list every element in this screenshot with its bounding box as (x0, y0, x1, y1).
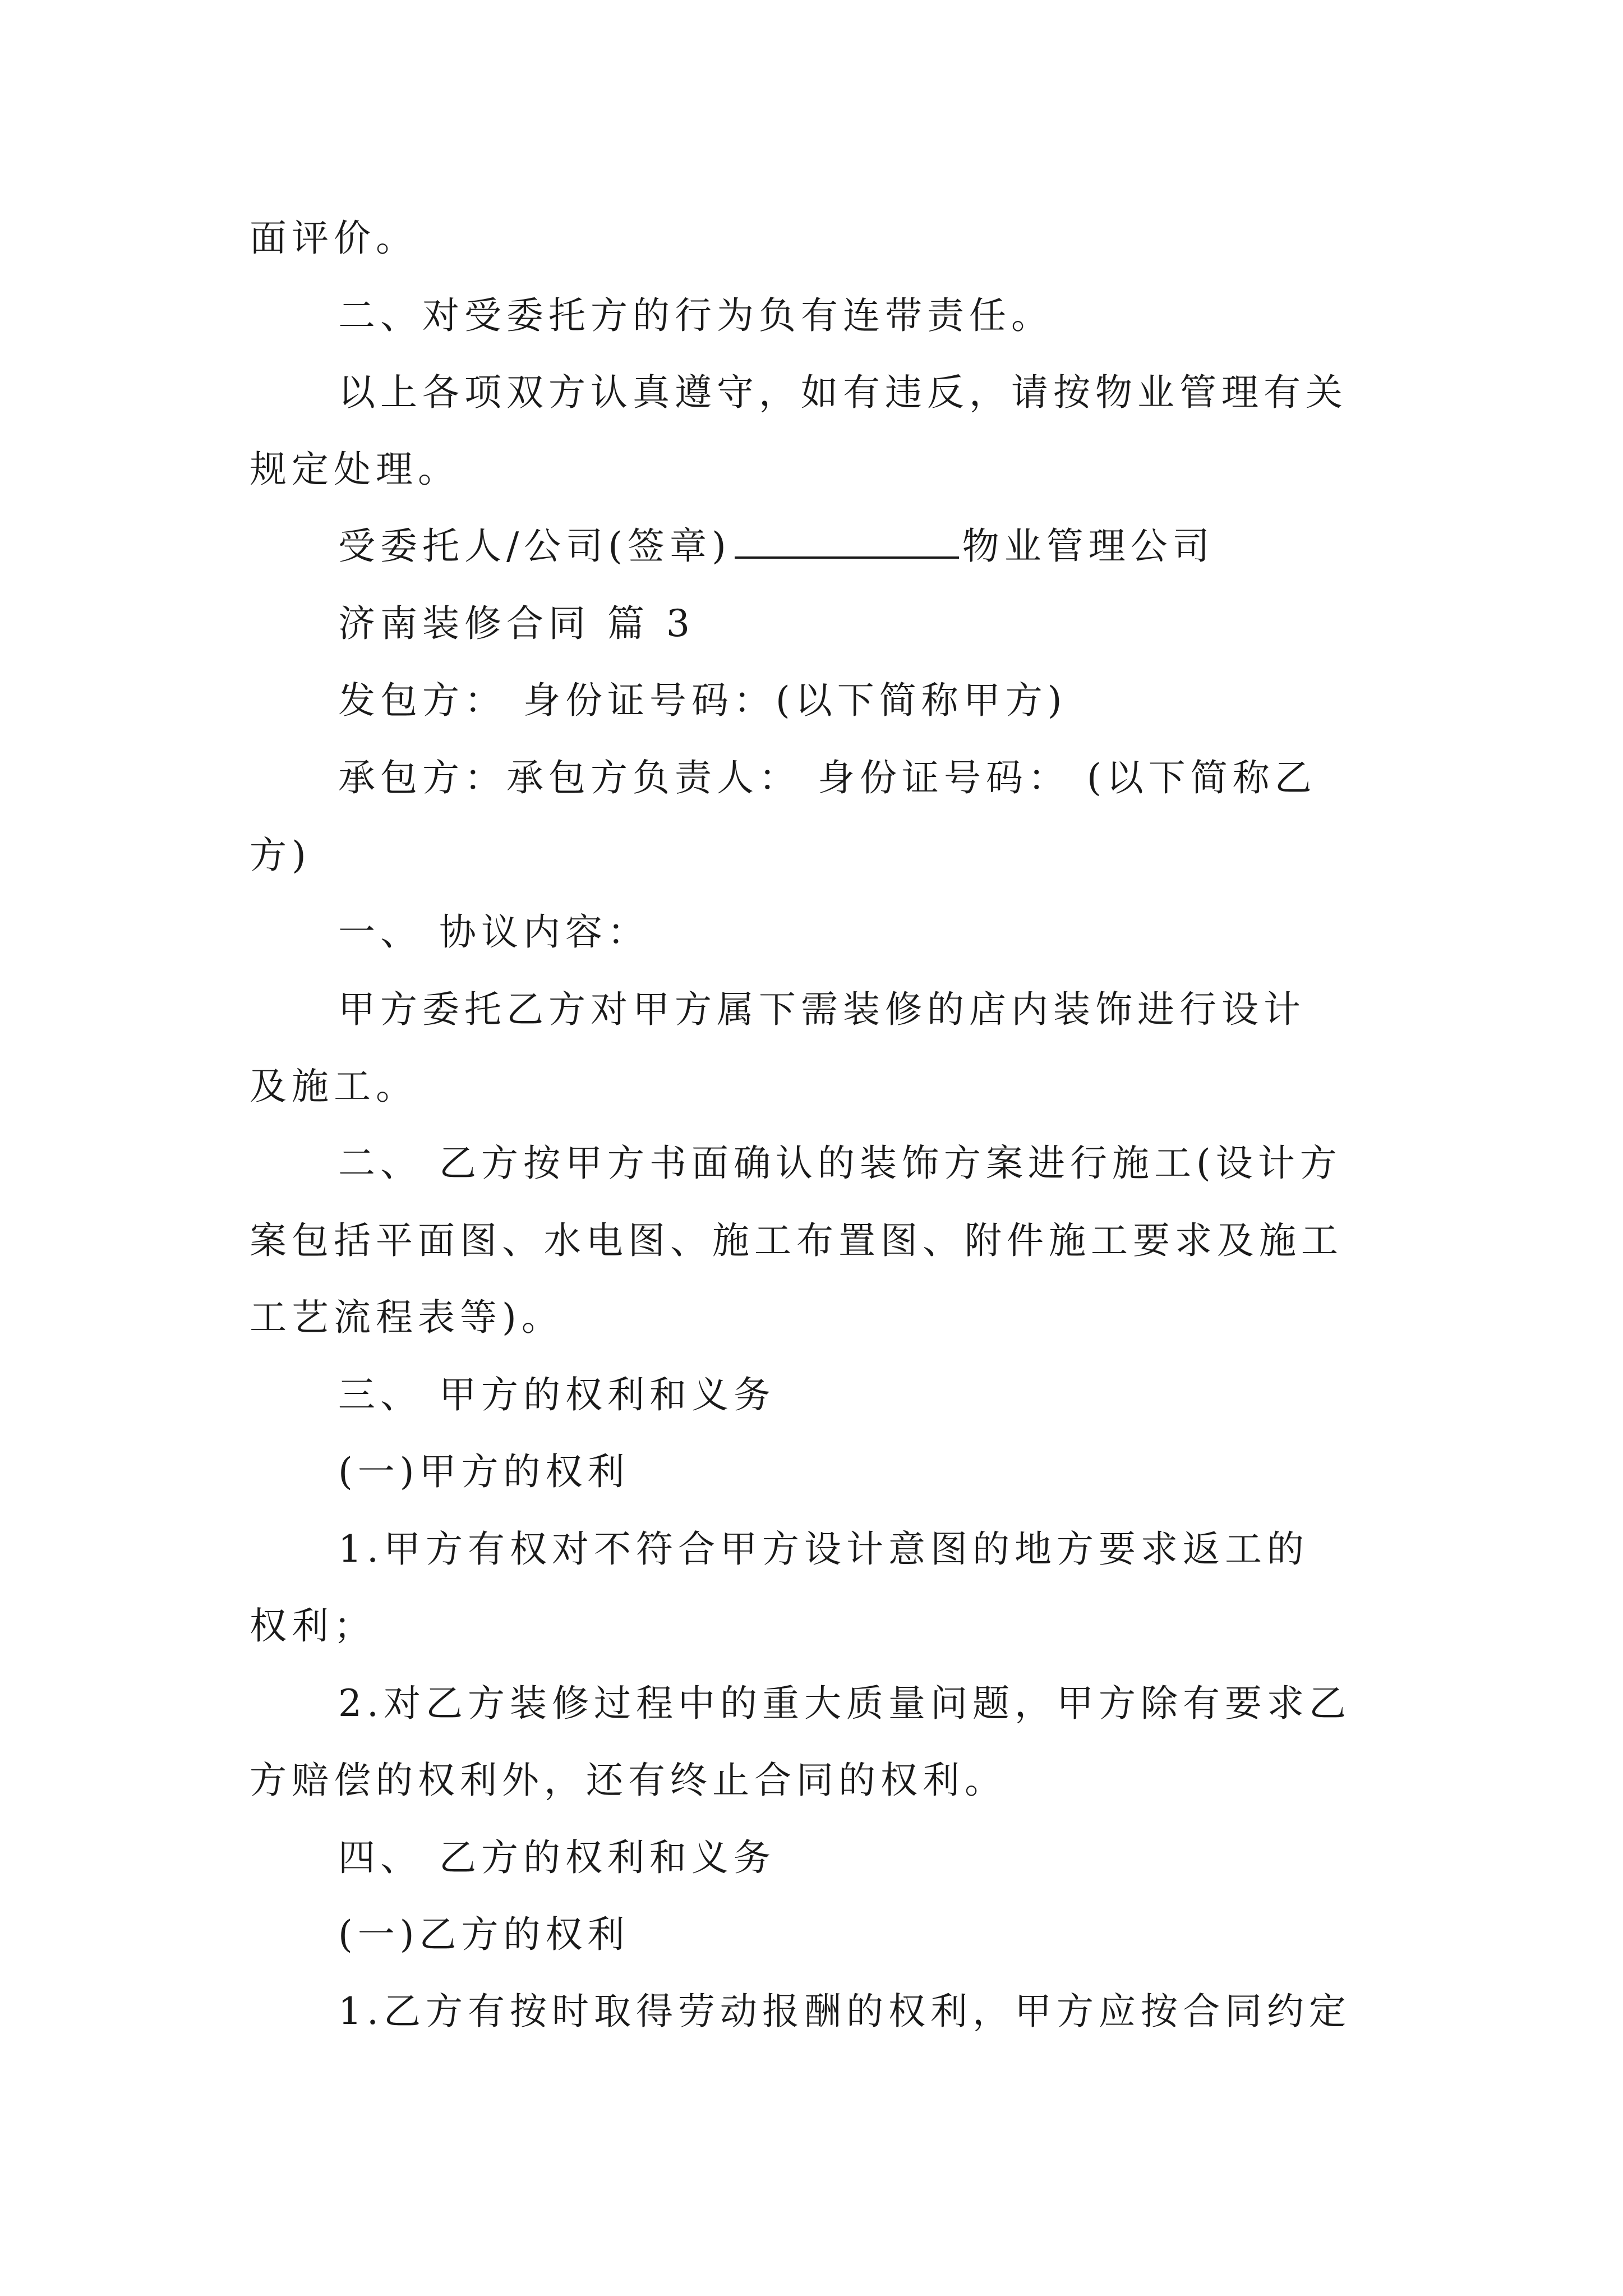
text-line: 2.对乙方装修过程中的重大质量问题，甲方除有要求乙 (338, 1682, 1351, 1725)
text-line: 以上各项双方认真遵守，如有违反，请按物业管理有关 (338, 371, 1348, 414)
text-line: 四、 乙方的权利和义务 (338, 1836, 776, 1879)
text-line: 发包方： 身份证号码：(以下简称甲方) (338, 679, 1067, 722)
signature-blank (735, 524, 959, 559)
text-line: 面评价。 (250, 217, 418, 260)
text-line: 规定处理。 (250, 448, 460, 491)
text-line: 方赔偿的权利外，还有终止合同的权利。 (250, 1759, 1007, 1802)
text-line: 一、 协议内容： (338, 910, 649, 954)
section-title: 济南装修合同 篇 3 (338, 602, 695, 645)
text-line: 及施工。 (250, 1065, 418, 1108)
text-line: 方) (250, 834, 311, 877)
text-line: 权利； (250, 1604, 376, 1648)
text-line: 三、 甲方的权利和义务 (338, 1373, 776, 1416)
text-line: 甲方委托乙方对甲方属下需装修的店内装饰进行设计 (338, 988, 1306, 1031)
text-line: 案包括平面图、水电图、施工布置图、附件施工要求及施工 (250, 1219, 1343, 1262)
signature-label: 受委托人/公司(签章) (338, 524, 731, 568)
text-line: (一)甲方的权利 (338, 1450, 630, 1493)
text-line: 二、对受委托方的行为负有连带责任。 (338, 294, 1053, 337)
signature-line (338, 524, 1215, 569)
text-line: 工艺流程表等)。 (250, 1296, 564, 1339)
text-line: 二、 乙方按甲方书面确认的装饰方案进行施工(设计方 (338, 1142, 1342, 1185)
company-label: 物业管理公司 (962, 524, 1215, 568)
text-line: 1.乙方有按时取得劳动报酬的权利，甲方应按合同约定 (338, 1990, 1351, 2033)
text-line: 承包方：承包方负责人： 身份证号码： (以下简称乙 (338, 756, 1317, 799)
text-line: 1.甲方有权对不符合甲方设计意图的地方要求返工的 (338, 1527, 1309, 1571)
text-line: (一)乙方的权利 (338, 1913, 630, 1956)
